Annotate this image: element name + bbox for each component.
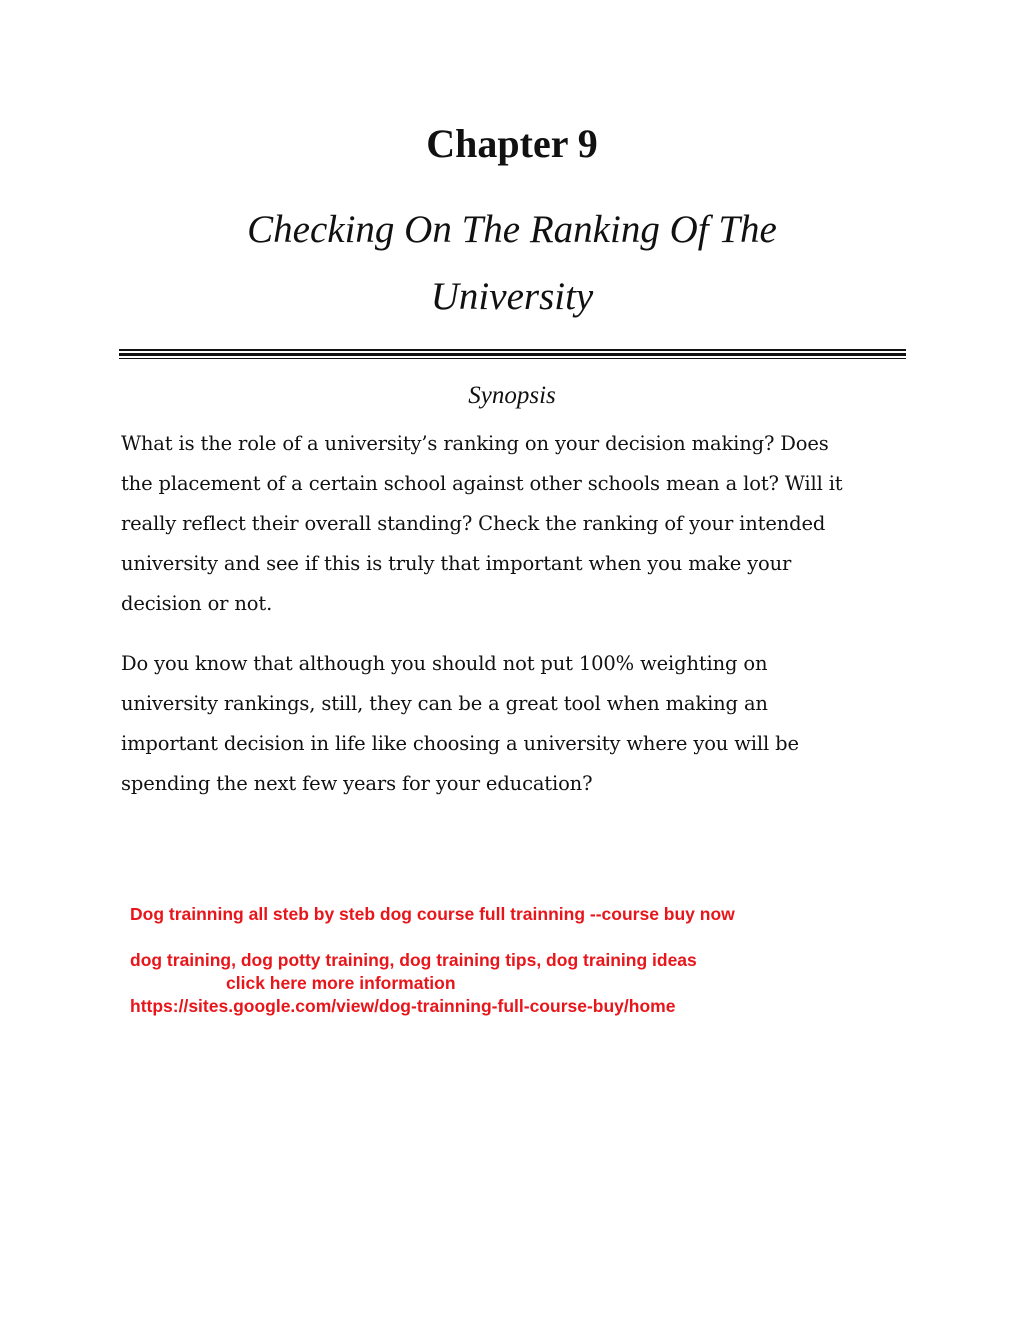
synopsis-paragraph-2: [121, 644, 901, 804]
paragraph-line: spending the next few years for your education?: [121, 772, 593, 795]
promo-click-here-link[interactable]: click here more information: [226, 973, 456, 993]
paragraph-line: important decision in life like choosing a university where you will be: [121, 732, 799, 755]
promo-topics[interactable]: dog training, dog potty training, dog training tips, dog training ideas: [130, 950, 697, 970]
chapter-title-line-1: Checking On The Ranking Of The: [247, 208, 777, 251]
title-divider-line-middle: [119, 353, 906, 356]
paragraph-line: university and see if this is truly that important when you make your: [121, 552, 792, 575]
chapter-title-line-2: University: [430, 275, 594, 318]
promo-url-link[interactable]: https://sites.google.com/view/dog-trainning-full-course-buy/home: [130, 996, 676, 1016]
title-divider-line-top: [119, 349, 906, 351]
paragraph-line: decision or not.: [121, 592, 273, 615]
promo-block: [130, 949, 890, 1018]
paragraph-line: really reflect their overall standing? Check the ranking of your intended: [121, 512, 826, 535]
paragraph-line: Do you know that although you should not put 100% weighting on: [121, 652, 768, 675]
paragraph-line: university rankings, still, they can be a great tool when making an: [121, 692, 768, 715]
synopsis-label: Synopsis: [468, 382, 556, 409]
chapter-title: [150, 196, 874, 330]
synopsis-paragraph-1: [121, 424, 901, 624]
paragraph-line: What is the role of a university’s ranking on your decision making? Does: [121, 432, 829, 455]
title-divider: [119, 349, 906, 359]
chapter-heading: Chapter 9: [426, 121, 598, 166]
title-divider-line-bottom: [119, 358, 906, 359]
promo-course-link[interactable]: Dog trainning all steb by steb dog course full trainning --course buy now: [130, 904, 735, 924]
paragraph-line: the placement of a certain school against other schools mean a lot? Will it: [121, 472, 843, 495]
